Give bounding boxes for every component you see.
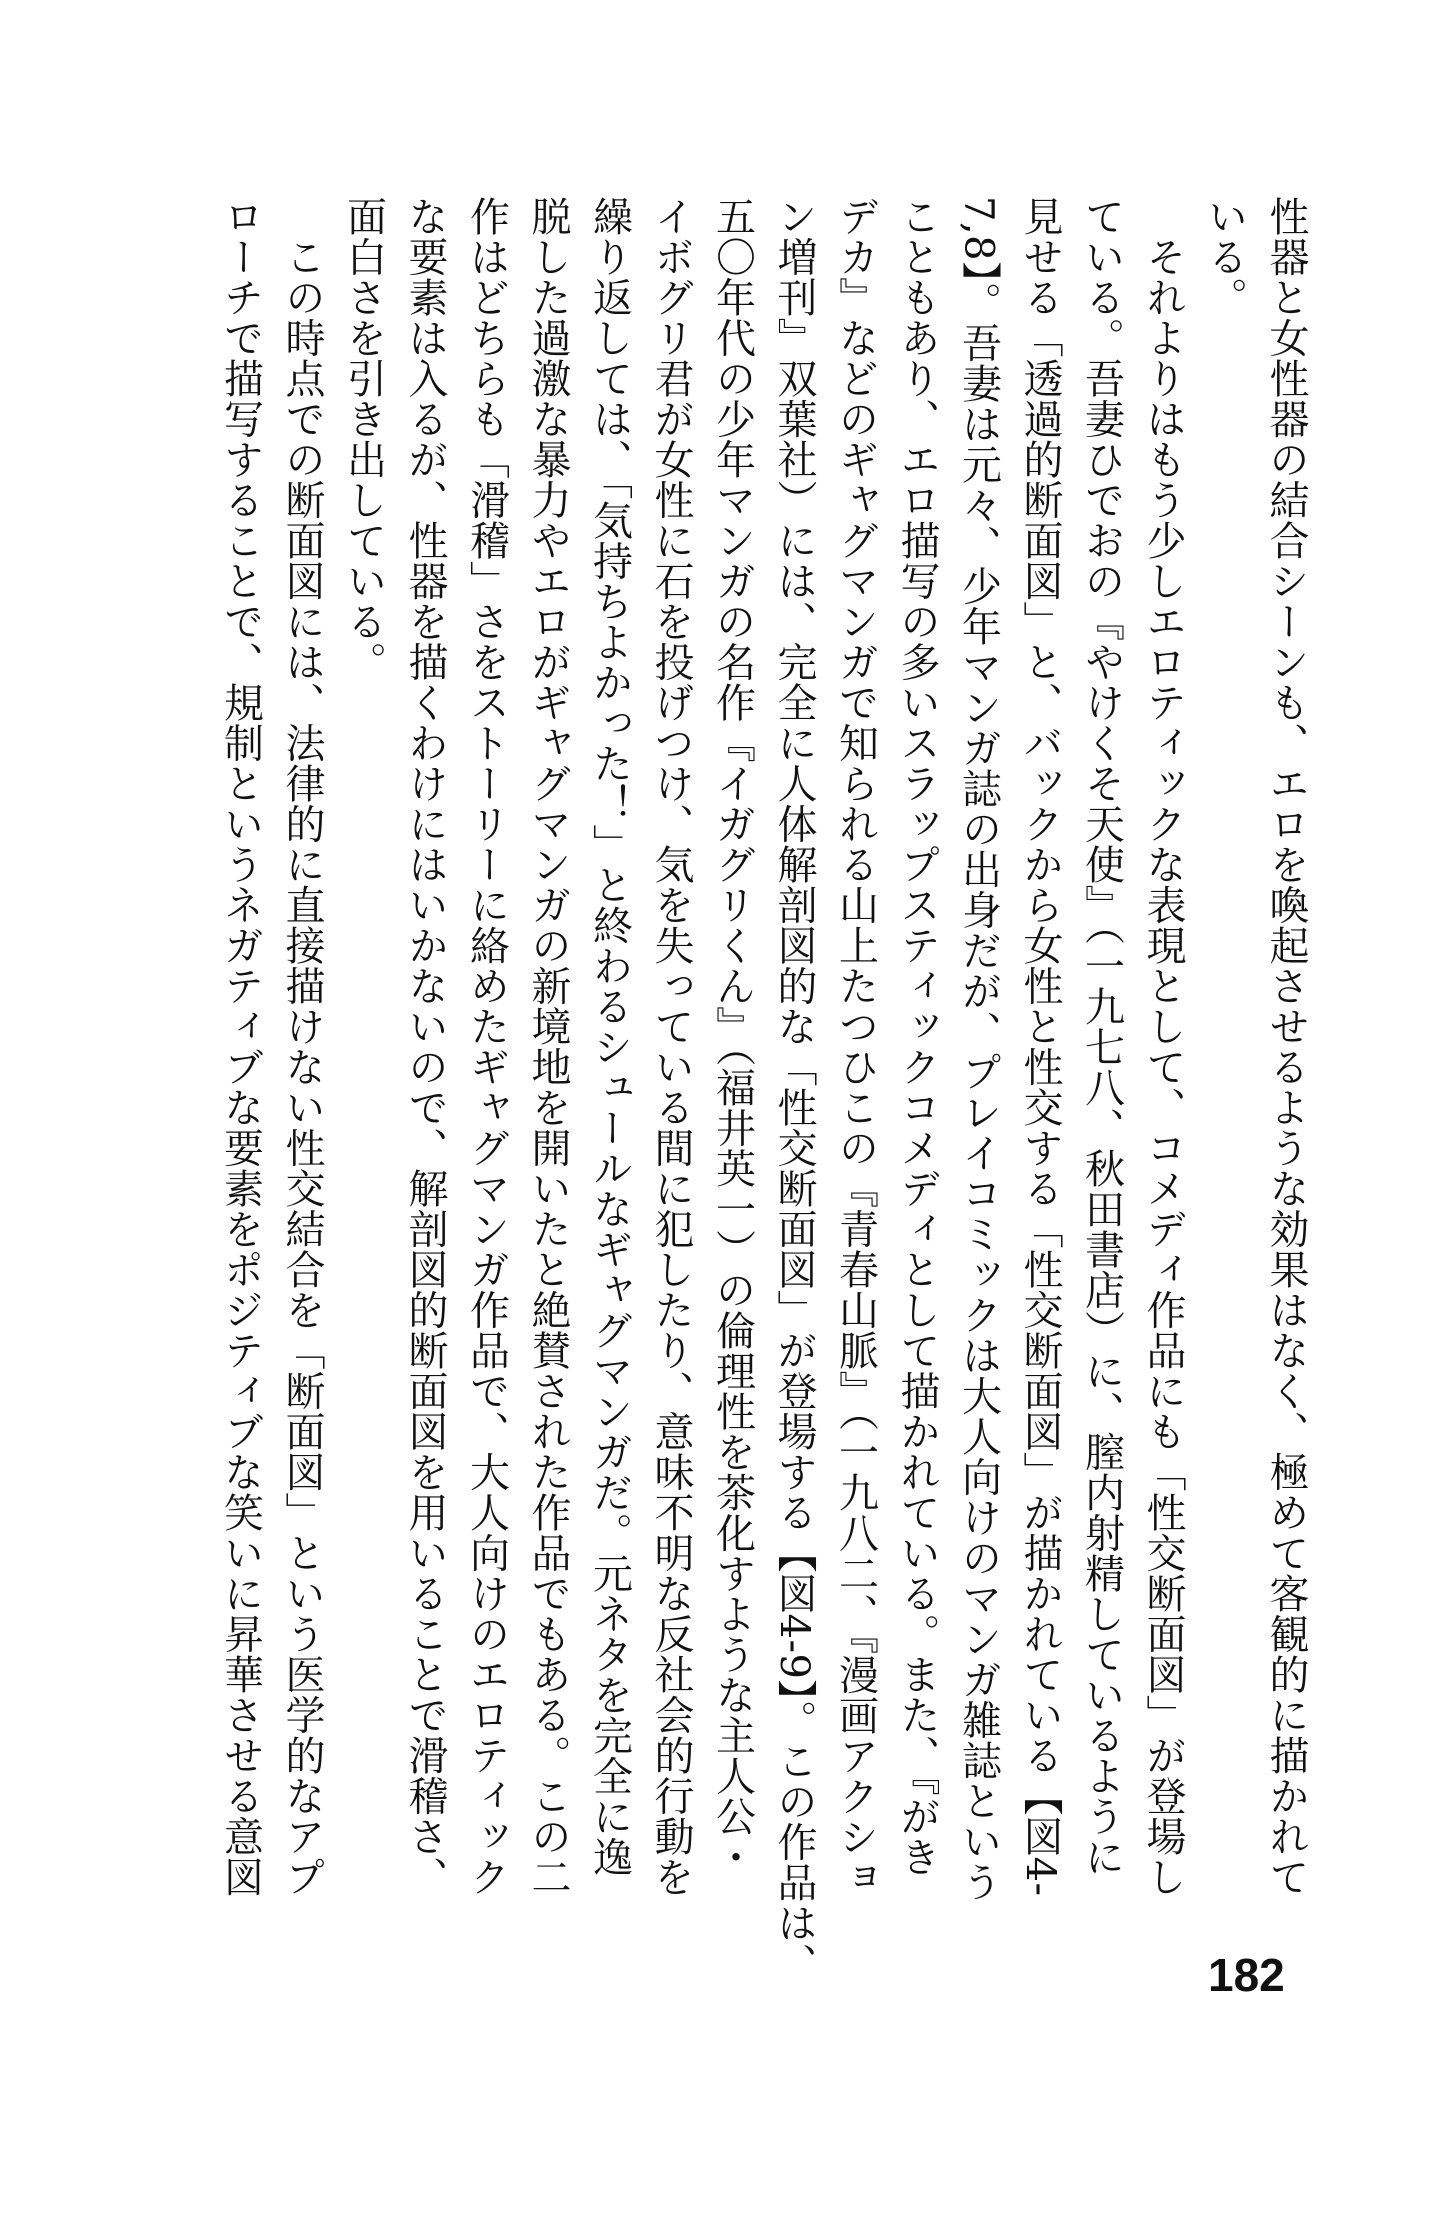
text-line: それよりはもう少しエロティックな表現として、コメディ作品にも「性交断面図」が登場し xyxy=(1140,196,1186,1897)
text-line: 脱した過激な暴力やエロがギャグマンガの新境地を開いたと絶賛された作品でもある。この二 xyxy=(525,196,571,1897)
page-number: 182 xyxy=(1208,1949,1285,2001)
text-line: イボグリ君が女性に石を投げつけ、気を失っている間に犯したり、意味不明な反社会的行動を xyxy=(648,196,694,1897)
text-line: 作はどちらも「滑稽」さをストーリーに絡めたギャグマンガ作品で、大人向けのエロティック xyxy=(463,196,510,1897)
text-line: 繰り返しては、「気持ちよかった！」と終わるシュールなギャグマンガだ。元ネタを完全に逸 xyxy=(586,196,633,1877)
text-line: ている。吾妻ひでおの『やけくそ天使』（一九七八、秋田書店）に、膣内射精しているように xyxy=(1078,196,1125,1877)
text-line: この時点での断面図には、法律的に直接描けない性交結合を「断面図」という医学的なアプ xyxy=(279,196,325,1897)
text-line: 性器と女性器の結合シーンも、エロを喚起させるような効果はなく、極めて客観的に描かれて xyxy=(1263,196,1309,1897)
text-line: 五〇年代の少年マンガの名作『イガグリくん』（福井英一）の倫理性を茶化すような主人公・ xyxy=(709,196,756,1877)
text-line: ローチで描写することで、規制というネガティブな要素をポジティブな笑いに昇華させる意図 xyxy=(217,196,264,1897)
text-line: いる。 xyxy=(1201,196,1248,318)
text-line: デカ』などのギャグマンガで知られる山上たつひこの『青春山脈』（一九八二、『漫画アクショ xyxy=(832,196,879,1898)
text-line: 見せる「透過的断面図」と、バックから女性と性交する「性交断面図」が描かれている【図4- xyxy=(1017,196,1063,1897)
text-line: 7,8】。吾妻は元々、少年マンガ誌の出身だが、プレイコミックは大人向けのマンガ雑誌という xyxy=(955,196,1002,1902)
text-line: 面白さを引き出している。 xyxy=(340,196,387,682)
text-line: こともあり、エロ描写の多いスラップスティックコメディとして描かれている。また、『がき xyxy=(894,196,940,1877)
text-line: ン増刊』双葉社）には、完全に人体解剖図的な「性交断面図」が登場する【図4-9】。この作品は、 xyxy=(771,196,817,1984)
text-line: な要素は入るが、性器を描くわけにはいかないので、解剖図的断面図を用いることで滑稽さ、 xyxy=(402,196,448,1897)
